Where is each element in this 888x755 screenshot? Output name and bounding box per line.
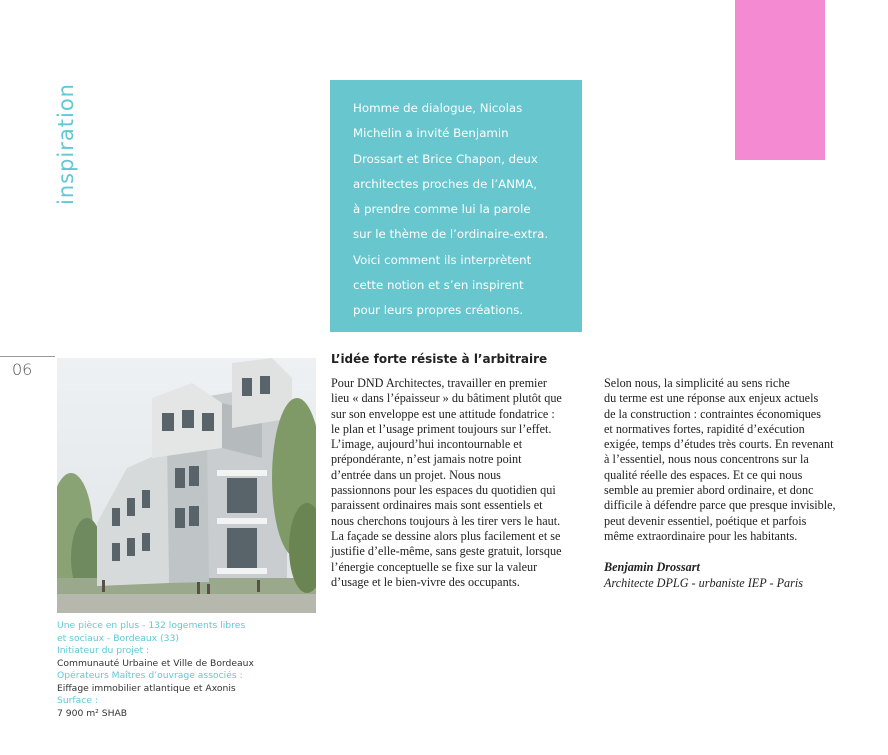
article-line: passionnons pour les espaces du quotidien qui [331, 483, 556, 498]
article-line: lieu « dans l’épaisseur » du bâtiment plutôt que [331, 391, 562, 406]
building-rendering-image [57, 358, 316, 613]
article-line: du terme est une réponse aux enjeux actuels [604, 391, 819, 406]
caption-surface-value: 7 900 m² SHAB [57, 707, 128, 719]
article-line: le plan et l’usage priment toujours sur l’effet. [331, 421, 552, 436]
article-line: peut devenir essentiel, poétique et parfois [604, 513, 807, 528]
article-line: l’énergie conceptuelle se fixe sur la valeur [331, 559, 538, 574]
article-line: semble au premier abord ordinaire, et donc [604, 483, 814, 498]
article-line: d’entrée dans un projet. Nous nous [331, 467, 501, 482]
article-line: et normatives fortes, rapidité d’exécution [604, 421, 805, 436]
article-line: difficile à défendre parce que presque invisible, [604, 498, 836, 513]
article-line: de la construction : contraintes économiques [604, 406, 821, 421]
article-line: qualité réelle des espaces. Et ce qui nous [604, 467, 803, 482]
intro-box [330, 80, 582, 332]
caption-surface-label: Surface : [57, 695, 99, 706]
intro-line: Michelin a invité Benjamin [353, 126, 509, 141]
caption-project-title: Une pièce en plus - 132 logements libres [57, 620, 246, 631]
intro-line: Homme de dialogue, Nicolas [353, 101, 523, 115]
article-line: La façade se dessine alors plus facilement et se [331, 528, 561, 543]
caption-operators-label: Opérateurs Maîtres d’ouvrage associés : [57, 670, 243, 681]
page-number-rule [0, 356, 55, 357]
article-line: à l’essentiel, nous nous concentrons sur la [604, 452, 809, 467]
article-line: prépondérante, n’est jamais notre point [331, 452, 522, 467]
caption-initiator-label: Initiateur du projet : [57, 645, 150, 656]
caption-project-title-2: et sociaux - Bordeaux (33) [57, 632, 179, 644]
intro-line: cette notion et s’en inspirent [353, 278, 524, 293]
caption-initiator-value: Communauté Urbaine et Ville de Bordeaux [57, 657, 254, 669]
article-line: sur son enveloppe est une attitude fondatrice : [331, 406, 555, 421]
article-column-right [604, 376, 872, 591]
article-line: justifie d’elle-même, sans geste gratuit, lorsque [331, 544, 562, 559]
intro-line: sur le thème de l’ordinaire-extra. [353, 227, 549, 242]
article-line: exigée, temps d’études très courts. En revenant [604, 437, 834, 452]
side-section-label: inspiration [54, 83, 78, 205]
article-line: d’usage et le bien-vivre des occupants. [331, 574, 520, 589]
article-line: L’image, aujourd’hui incontournable et [331, 437, 523, 452]
intro-line: Drossart et Brice Chapon, deux [353, 151, 538, 166]
caption-operators-value: Eiffage immobilier atlantique et Axonis [57, 682, 236, 694]
intro-line: architectes proches de l’ANMA, [353, 176, 538, 191]
pink-sticky-tab [735, 0, 825, 160]
article-line: Selon nous, la simplicité au sens riche [604, 376, 790, 390]
article-line: paraissent ordinaires mais sont essentiels et [331, 498, 543, 513]
intro-line: à prendre comme lui la parole [353, 202, 531, 217]
page-number: 06 [12, 360, 33, 379]
article-column-left [331, 376, 581, 590]
article-line: même extraordinaire pour les habitants. [604, 528, 798, 543]
article-line: Pour DND Architectes, travailler en premier [331, 376, 547, 390]
author-role: Architecte DPLG - urbaniste IEP - Paris [604, 575, 804, 590]
article-line: nous cherchons toujours à les tirer vers le haut. [331, 513, 561, 528]
intro-line: Voici comment ils interprètent [353, 252, 532, 267]
project-captions [57, 620, 317, 720]
author-name: Benjamin Drossart [604, 560, 700, 575]
intro-line: pour leurs propres créations. [353, 303, 524, 318]
article-heading: L’idée forte résiste à l’arbitraire [331, 352, 548, 366]
